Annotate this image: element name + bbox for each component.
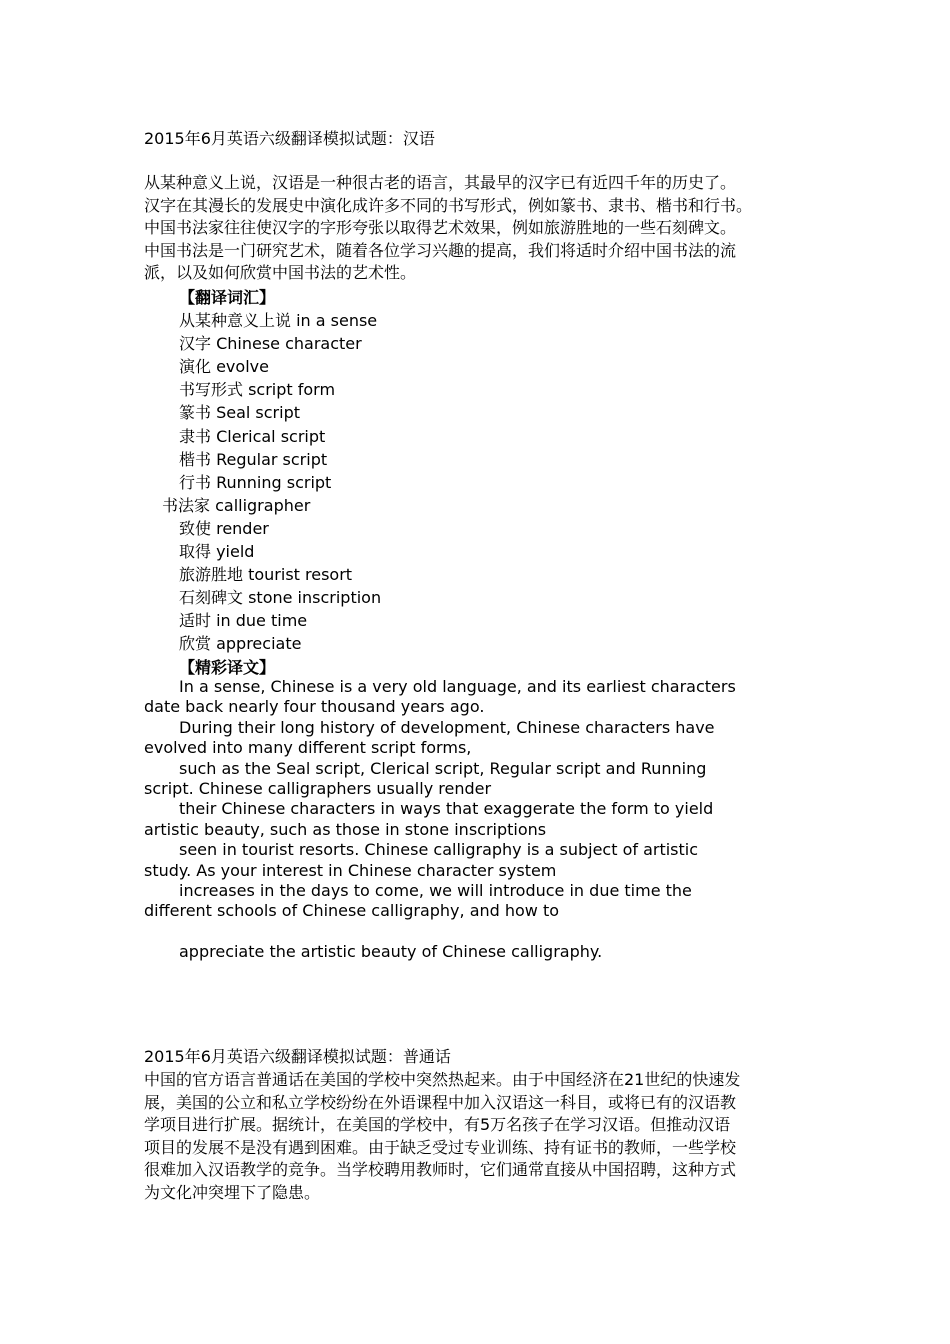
- vocab-item: 书法家 calligrapher: [162, 495, 311, 515]
- section1-paragraph: [144, 172, 812, 285]
- vocab-item: 楷书 Regular script: [179, 449, 328, 469]
- vocab-list: [144, 286, 381, 679]
- section2-paragraph: [144, 1069, 812, 1204]
- vocab-item: 适时 in due time: [179, 611, 308, 631]
- paragraph-line: 很难加入汉语教学的竞争。当学校聘用教师时，它们通常直接从中国招聘，这种方式: [144, 1160, 737, 1179]
- paragraph-line: 派，以及如何欣赏中国书法的艺术性。: [144, 263, 417, 282]
- section2-title: 2015年6月英语六级翻译模拟试题：普通话: [144, 1047, 451, 1066]
- translation-line: such as the Seal script, Clerical script, Regular script and Running: [179, 758, 707, 778]
- translation-line: script. Chinese calligraphers usually render: [144, 779, 492, 799]
- vocab-heading: 【翻译词汇】: [179, 288, 276, 307]
- translation-text: [144, 677, 812, 963]
- translation-line: increases in the days to come, we will introduce in due time the: [179, 881, 692, 901]
- vocab-item: 欣赏 appreciate: [179, 634, 302, 654]
- vocab-item: 书写形式 script form: [179, 380, 336, 400]
- translation-line: In a sense, Chinese is a very old language, and its earliest characters: [179, 677, 736, 696]
- translation-line: During their long history of development, Chinese characters have: [179, 717, 715, 737]
- vocab-item: 石刻碑文 stone inscription: [179, 588, 382, 608]
- paragraph-line: 中国书法是一门研究艺术，随着各位学习兴趣的提高，我们将适时介绍中国书法的流: [144, 240, 737, 260]
- paragraph-line: 学项目进行扩展。据统计，在美国的学校中，有5万名孩子在学习汉语。但推动汉语: [144, 1115, 731, 1134]
- translation-line: seen in tourist resorts. Chinese calligraphy is a subject of artistic: [179, 840, 699, 860]
- vocab-item: 隶书 Clerical script: [179, 426, 326, 446]
- paragraph-line: 汉字在其漫长的发展史中演化成许多不同的书写形式，例如篆书、隶书、楷书和行书。: [144, 195, 753, 215]
- translation-line: date back nearly four thousand years ago.: [144, 697, 485, 717]
- translation-line: artistic beauty, such as those in stone inscriptions: [144, 819, 547, 839]
- translation-line: appreciate the artistic beauty of Chinese calligraphy.: [179, 942, 603, 962]
- vocab-item: 致使 render: [179, 518, 269, 538]
- paragraph-line: 中国的官方语言普通话在美国的学校中突然热起来。由于中国经济在21世纪的快速发: [144, 1070, 741, 1089]
- translation-line: their Chinese characters in ways that exaggerate the form to yield: [179, 799, 714, 819]
- paragraph-line: 项目的发展不是没有遇到困难。由于缺乏受过专业训练、持有证书的教师，一些学校: [144, 1137, 737, 1157]
- paragraph-line: 中国书法家往往使汉字的字形夸张以取得艺术效果，例如旅游胜地的一些石刻碑文。: [144, 218, 737, 237]
- translation-line: evolved into many different script forms,: [144, 738, 472, 758]
- translation-line: different schools of Chinese calligraphy, and how to: [144, 901, 560, 921]
- translation-heading: 【精彩译文】: [179, 657, 276, 677]
- paragraph-line: 为文化冲突埋下了隐患。: [144, 1182, 321, 1202]
- section1-title: 2015年6月英语六级翻译模拟试题：汉语: [144, 129, 435, 148]
- vocab-item: 从某种意义上说 in a sense: [179, 311, 378, 331]
- blank-line: [144, 922, 812, 942]
- paragraph-line: 展，美国的公立和私立学校纷纷在外语课程中加入汉语这一科目，或将已有的汉语教: [144, 1092, 737, 1112]
- vocab-item: 旅游胜地 tourist resort: [179, 565, 353, 585]
- paragraph-line: 从某种意义上说，汉语是一种很古老的语言，其最早的汉字已有近四千年的历史了。: [144, 173, 737, 192]
- vocab-item: 演化 evolve: [179, 357, 269, 377]
- translation-line: study. As your interest in Chinese character system: [144, 860, 557, 880]
- vocab-item: 篆书 Seal script: [179, 403, 301, 423]
- vocab-item: 汉字 Chinese character: [179, 334, 362, 354]
- vocab-item: 行书 Running script: [179, 472, 332, 492]
- vocab-item: 取得 yield: [179, 542, 255, 562]
